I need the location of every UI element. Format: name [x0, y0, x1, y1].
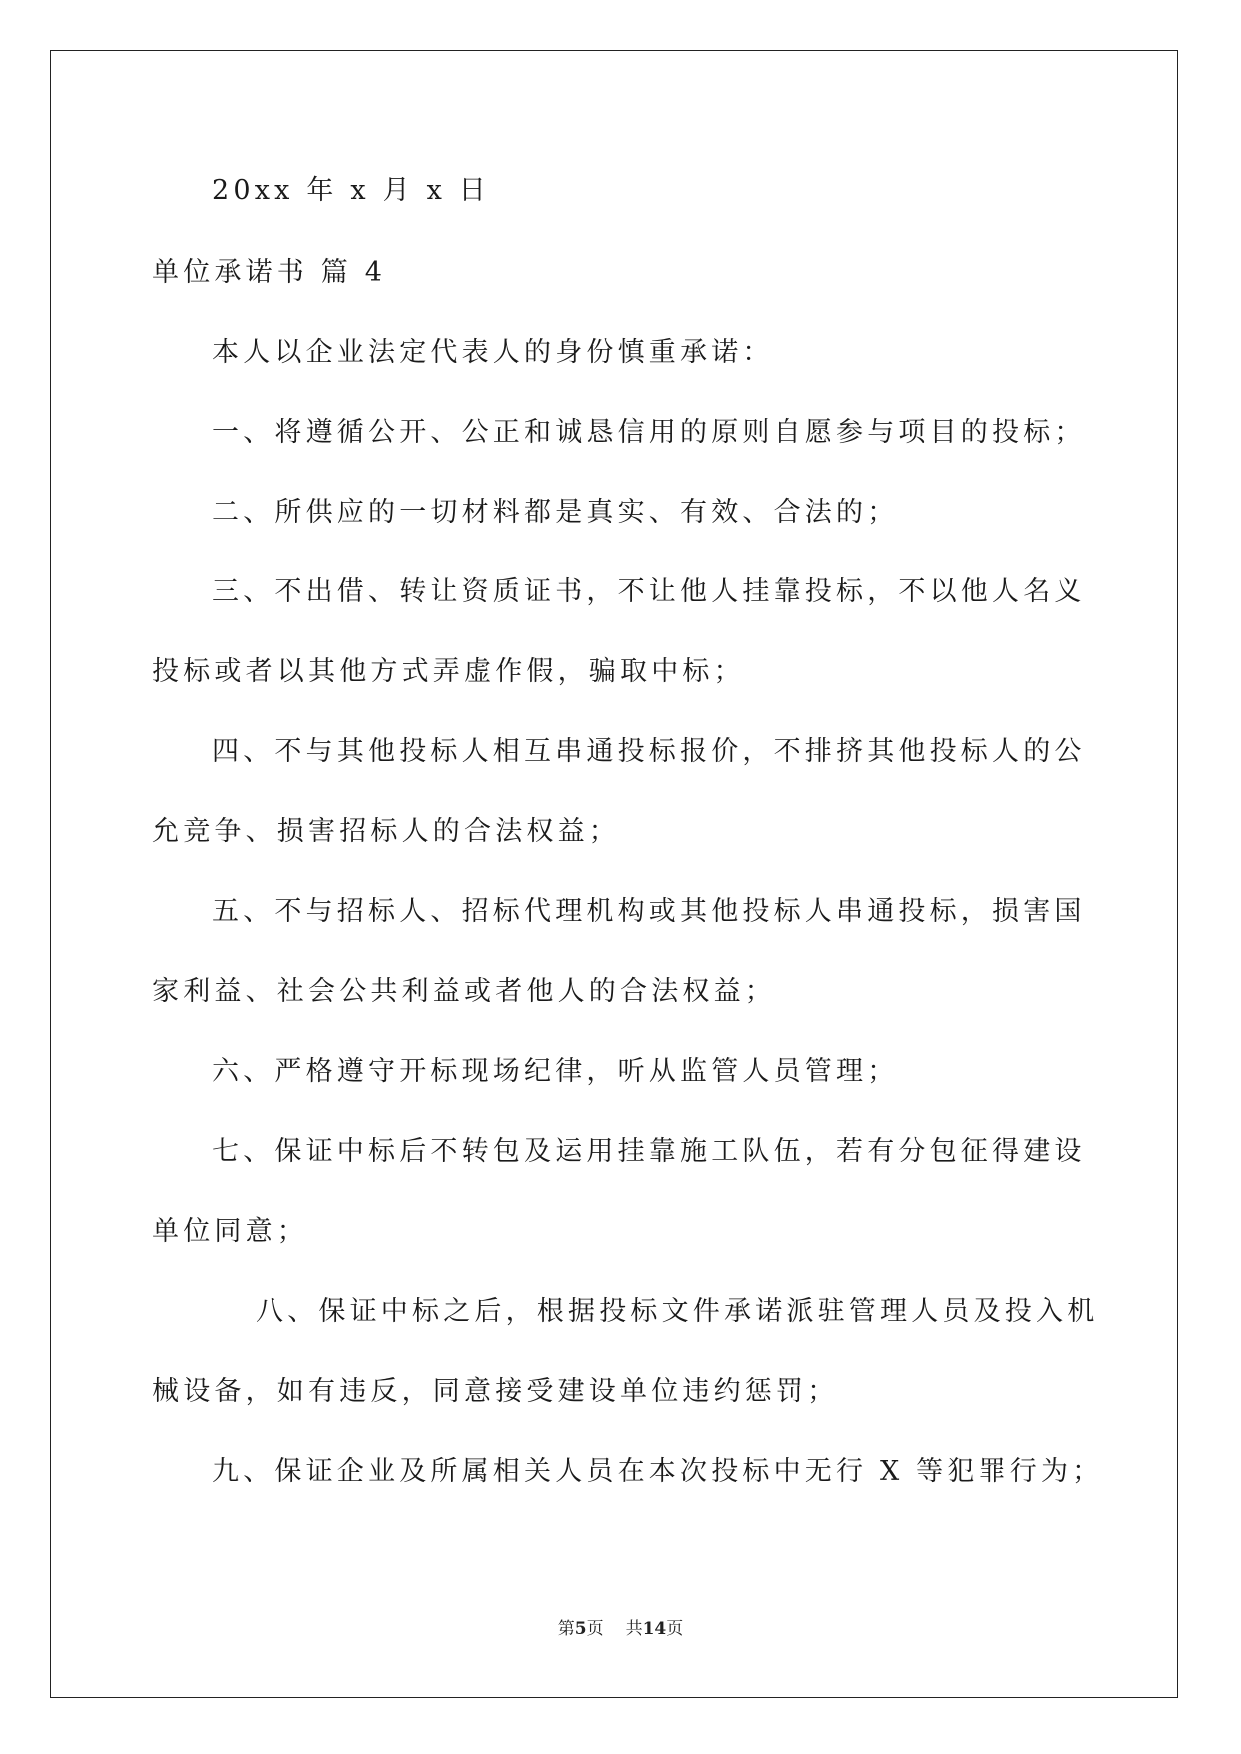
page-footer [0, 1614, 1241, 1639]
paragraph-intro: 本人以企业法定代表人的身份慎重承诺： [212, 337, 774, 368]
paragraph-item-2: 二、所供应的一切材料都是真实、有效、合法的； [212, 497, 899, 528]
paragraph-item-3: 三、不出借、转让资质证书，不让他人挂靠投标，不以他人名义 [212, 576, 1086, 607]
page-border [50, 50, 1178, 1698]
paragraph-item-8: 八、保证中标之后，根据投标文件承诺派驻管理人员及投入机 [256, 1296, 1099, 1327]
paragraph-item-5: 五、不与招标人、招标代理机构或其他投标人串通投标，损害国 [212, 896, 1086, 927]
footer-page-prefix: 第 [557, 1619, 575, 1639]
section-title: 单位承诺书 篇 4 [152, 257, 387, 288]
paragraph-item-9: 九、保证企业及所属相关人员在本次投标中无行 X 等犯罪行为； [212, 1456, 1104, 1487]
paragraph-item-3-cont: 投标或者以其他方式弄虚作假，骗取中标； [152, 656, 745, 687]
paragraph-item-4-cont: 允竞争、损害招标人的合法权益； [152, 816, 620, 847]
document-date: 20xx 年 x 月 x 日 [212, 175, 490, 206]
paragraph-item-5-cont: 家利益、社会公共利益或者他人的合法权益； [152, 976, 776, 1007]
paragraph-item-8-cont: 械设备，如有违反，同意接受建设单位违约惩罚； [152, 1376, 839, 1407]
footer-total-pages: 14 [642, 1619, 667, 1639]
paragraph-item-7: 七、保证中标后不转包及运用挂靠施工队伍，若有分包征得建设 [212, 1136, 1086, 1167]
paragraph-item-1: 一、将遵循公开、公正和诚恳信用的原则自愿参与项目的投标； [212, 417, 1086, 448]
paragraph-item-4: 四、不与其他投标人相互串通投标报价，不排挤其他投标人的公 [212, 736, 1086, 767]
footer-total-suffix: 页 [666, 1619, 684, 1639]
footer-page-suffix: 页 [586, 1619, 604, 1639]
footer-total-prefix: 共 [625, 1619, 643, 1639]
footer-page-number: 5 [574, 1619, 587, 1639]
paragraph-item-6: 六、严格遵守开标现场纪律，听从监管人员管理； [212, 1056, 899, 1087]
paragraph-item-7-cont: 单位同意； [152, 1216, 308, 1247]
